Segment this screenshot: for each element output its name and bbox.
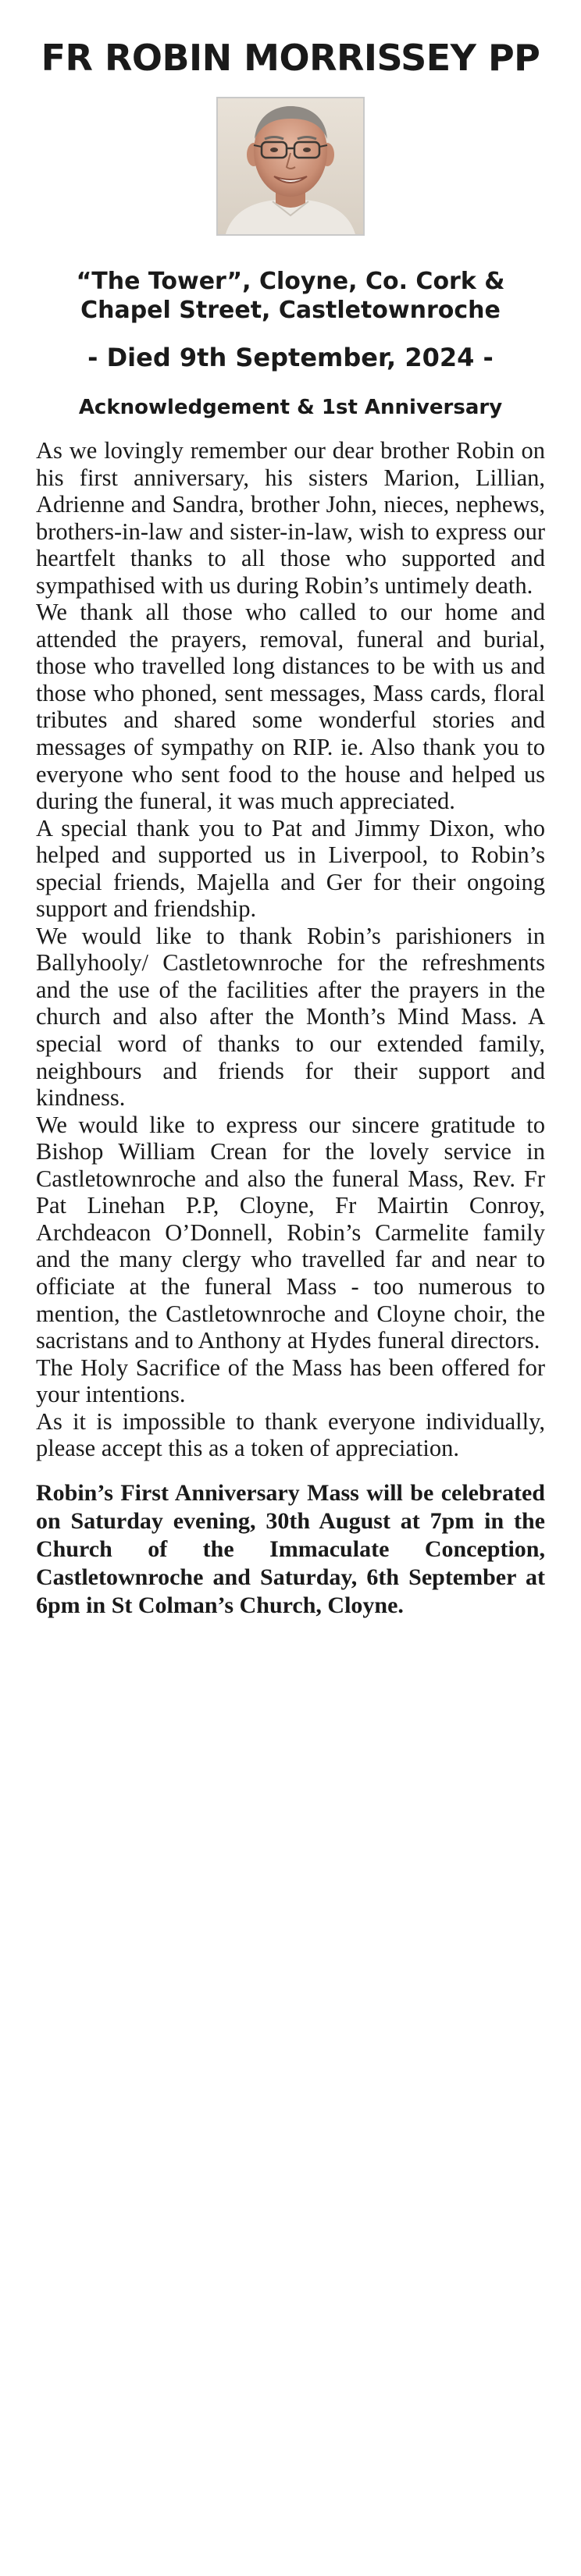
address: “The Tower”, Cloyne, Co. Cork & Chapel Street, Castletownroche — [76, 268, 505, 324]
paragraph: We would like to thank Robin’s parishioners in Ballyhooly/ Castletownroche for the refreshments and the use of the facilities after the prayers in the church and also after the Month’s Mind Mass. A special word of thanks to our extended family, neighbours and friends for their support and kindness. — [36, 922, 545, 1112]
paragraph: The Holy Sacrifice of the Mass has been offered for your intentions. — [36, 1354, 545, 1408]
acknowledgement-body — [36, 437, 545, 1462]
paragraph: We would like to express our sincere gratitude to Bishop William Crean for the lovely service in Castletownroche and also the funeral Mass, Rev. Fr Pat Linehan P.P, Cloyne, Fr Mairtin Conroy, Archdeacon O’Donnell, Robin’s Carmelite family and the many clergy who travelled far and near to officiate at the funeral Mass - too numerous to mention, the Castletownroche and Cloyne choir, the sacristans and to Anthony at Hydes funeral directors. — [36, 1111, 545, 1354]
date-of-death: - Died 9th September, 2024 - — [87, 343, 494, 372]
anniversary-mass-details: Robin’s First Anniversary Mass will be celebrated on Saturday evening, 30th August at 7pm in the Church of the Immaculate Conception, Castletownroche and Saturday, 6th September at 6pm in St Colman’s Church, Cloyne. — [36, 1479, 545, 1618]
paragraph: A special thank you to Pat and Jimmy Dixon, who helped and supported us in Liverpool, to Robin’s special friends, Majella and Ger for their ongoing support and friendship. — [36, 814, 545, 923]
deceased-name: FR ROBIN MORRISSEY PP — [41, 37, 540, 79]
paragraph: We thank all those who called to our home and attended the prayers, removal, funeral and burial, those who travelled long distances to be with us and those who phoned, sent messages, Mass cards, floral tributes and shared some wonderful stories and messages of sympathy on RIP. ie. Also thank you to everyone who sent food to the house and helped us during the funeral, it was much appreciated. — [36, 599, 545, 815]
notice-heading: Acknowledgement & 1st Anniversary — [78, 396, 503, 419]
portrait-illustration — [218, 98, 363, 234]
paragraph: As we lovingly remember our dear brother Robin on his first anniversary, his sisters Marion, Lillian, Adrienne and Sandra, brother John, nieces, nephews, brothers-in-law and sister-in-law, wish to express our heartfelt thanks to all those who supported and sympathised with us during Robin’s untimely death. — [36, 437, 545, 599]
paragraph: As it is impossible to thank everyone individually, please accept this as a token of appreciation. — [36, 1407, 545, 1462]
portrait-photo — [216, 97, 365, 236]
